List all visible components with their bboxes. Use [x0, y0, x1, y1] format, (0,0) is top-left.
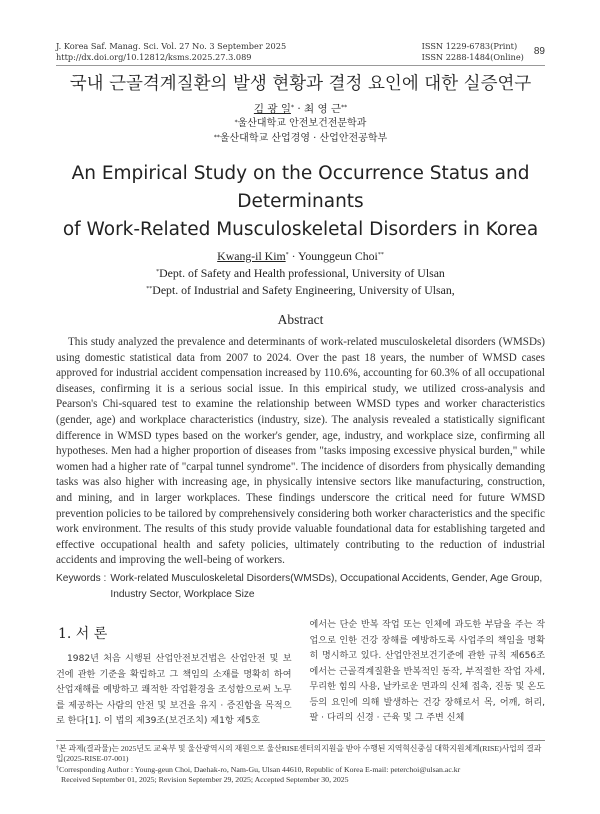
en-author-1-mark: * [285, 252, 289, 258]
body-right [310, 618, 546, 727]
en-affiliation-2-text: Dept. of Industrial and Safety Engineering, University of Ulsan, [152, 283, 455, 297]
author-separator: · [293, 103, 304, 115]
doi-link[interactable]: http://dx.doi.org/10.12812/ksms.2025.27.3.089 [56, 51, 252, 62]
affiliation-1-text: 울산대학교 안전보건전문학과 [237, 118, 367, 129]
korean-affiliation-2 [56, 131, 545, 146]
abstract-heading: Abstract [277, 312, 324, 327]
abstract-text: This study analyzed the prevalence and determinants of work-related musculoskeletal disorders (WMSDs) using domestic statistical data from 2007 to 2024. Over the past 18 years, the number of WMSD cases approved for industrial accident compensation increased by 110.6%, accounting for 60.3% of all occupational diseases, confirming it is a serious social issue. In this empirical study, we utilized cross-analysis and Pearson's Chi-squared test to examine the relationship between WMSD types and worker characteristics (gender, age) and workplace characteristics (industry, size). The analysis revealed a statistically significant difference in WMSD types based on the worker's gender, age, industry, and workplace size, confirming all hypotheses. Men had a higher proportion of diseases from "tasks imposing excessive physical burden," while women had a higher rate of "carpal tunnel syndrome". The incidence of disorders from physically demanding tasks was also higher with increasing age, in physically intensive sectors like manufacturing, construction, and mining, and in larger workplaces. These findings underscore the critical need for future WMSD prevention policies to be tailored by comprehensively considering both worker characteristics and the specific work environment. The results of this study provide valuable foundational data for establishing targeted and effective occupational health and safety policies, ultimately contributing to the reduction of industrial accidents and improving the well-being of workers. [56, 336, 545, 567]
issn-print: ISSN 1229-6783(Print) [421, 41, 518, 51]
en-affiliation-1-text: Dept. of Safety and Health professional, University of Ulsan [159, 266, 445, 280]
section-heading-introduction: 1. 서 론 [58, 626, 108, 643]
journal-citation: J. Korea Saf. Manag. Sci. Vol. 27 No. 3 September 2025 [56, 41, 287, 51]
keywords-list: Work-related Musculoskeletal Disorders(WMSDs), Occupational Accidents, Gender, Age Group, Industry Sector, Workplace Size [110, 572, 543, 600]
author-2-mark: ** [341, 104, 348, 111]
keywords [56, 571, 545, 602]
issn-online: ISSN 2288-1484(Online) [421, 51, 524, 62]
corresponding-footnote [56, 765, 545, 776]
body-left-column: 1982년 처음 시행된 산업안전보건법은 산업안전 및 보건에 관한 기준을 확립하고 그 책임의 소재를 명확히 하여 산업재해를 예방하고 쾌적한 작업환경을 조성함으로써 노무를 제공하는 사람의 안전 및 보건을 유지 · 증진함을 목적으로 한다[1]. 이 법의 제39조(보건조치) 제1항 제5호 [56, 654, 292, 727]
author-1-mark: * [290, 104, 294, 111]
header-right [422, 41, 545, 62]
korean-author-1: 김 광 일 [253, 103, 291, 115]
korean-authors [56, 102, 545, 116]
corresponding-mark: † [56, 765, 59, 772]
running-header [56, 41, 545, 66]
english-title-line-2: of Work-Related Musculoskeletal Disorders in Korea [62, 219, 539, 240]
corresponding-text: Corresponding Author : Young-geun Choi, Daehak-ro, Nam-Gu, Ulsan 44610, Republic of Korea E-mail: peterchoi@ulsan.ac.kr [59, 764, 461, 774]
funding-mark: † [56, 744, 59, 751]
en-author-2-mark: ** [377, 252, 384, 258]
affiliation-1-mark: * [234, 119, 238, 126]
en-author-separator: · [288, 249, 299, 263]
body-right-column: 에서는 단순 반복 작업 또는 인체에 과도한 부담을 주는 작업으로 인한 건강 장해를 예방하도록 사업주의 책임을 명확히 명시하고 있다. 산업안전보건기준에 관한 규칙 제656조에서는 근골격계질환을 반복적인 동작, 부적절한 작업 자세, 무리한 힘의 사용, 날카로운 면과의 신체 접촉, 진동 및 온도 등의 요인에 의해 발생하는 건강 장해로서 목, 어깨, 허리, 팔 · 다리의 신경 · 근육 및 그 주변 신체 [309, 620, 545, 724]
article-dates: Received September 01, 2025; Revision September 29, 2025; Accepted September 30, 2025 [61, 775, 349, 785]
affiliation-2-text: 울산대학교 산업경영 · 산업안전공학부 [219, 133, 388, 144]
journal-info [56, 41, 286, 62]
english-author-2: Younggeun Choi [298, 249, 378, 263]
body-left [56, 618, 292, 730]
korean-affiliation-1 [56, 116, 545, 131]
en-affiliation-2-mark: ** [146, 286, 153, 292]
issn-info [422, 41, 524, 62]
body-columns [56, 618, 545, 730]
footnote-divider [56, 740, 545, 741]
english-affiliation-2 [56, 282, 545, 299]
english-title [56, 160, 545, 244]
funding-footnote [56, 744, 545, 765]
keywords-label: Keywords : [56, 572, 107, 584]
affiliation-2-mark: ** [213, 134, 220, 141]
english-title-line-1: An Empirical Study on the Occurrence Status and Determinants [71, 163, 530, 212]
footnotes [56, 744, 545, 786]
english-authors [56, 248, 545, 265]
en-affiliation-1-mark: * [156, 269, 160, 275]
funding-text: 본 과제(결과물)는 2025년도 교육부 및 울산광역시의 재원으로 울산RISE센터의지원을 받아 수행된 지역혁신중심 대학지원체계(RISE)사업의 결과입(2025-RISE-07-001) [56, 743, 542, 764]
english-author-1: Kwang-il Kim [217, 249, 286, 263]
page-number: 89 [533, 46, 545, 57]
korean-author-2: 최 영 근 [304, 103, 342, 115]
korean-title: 국내 근골격계질환의 발생 현황과 결정 요인에 대한 실증연구 [69, 74, 532, 94]
english-affiliation-1 [56, 265, 545, 282]
